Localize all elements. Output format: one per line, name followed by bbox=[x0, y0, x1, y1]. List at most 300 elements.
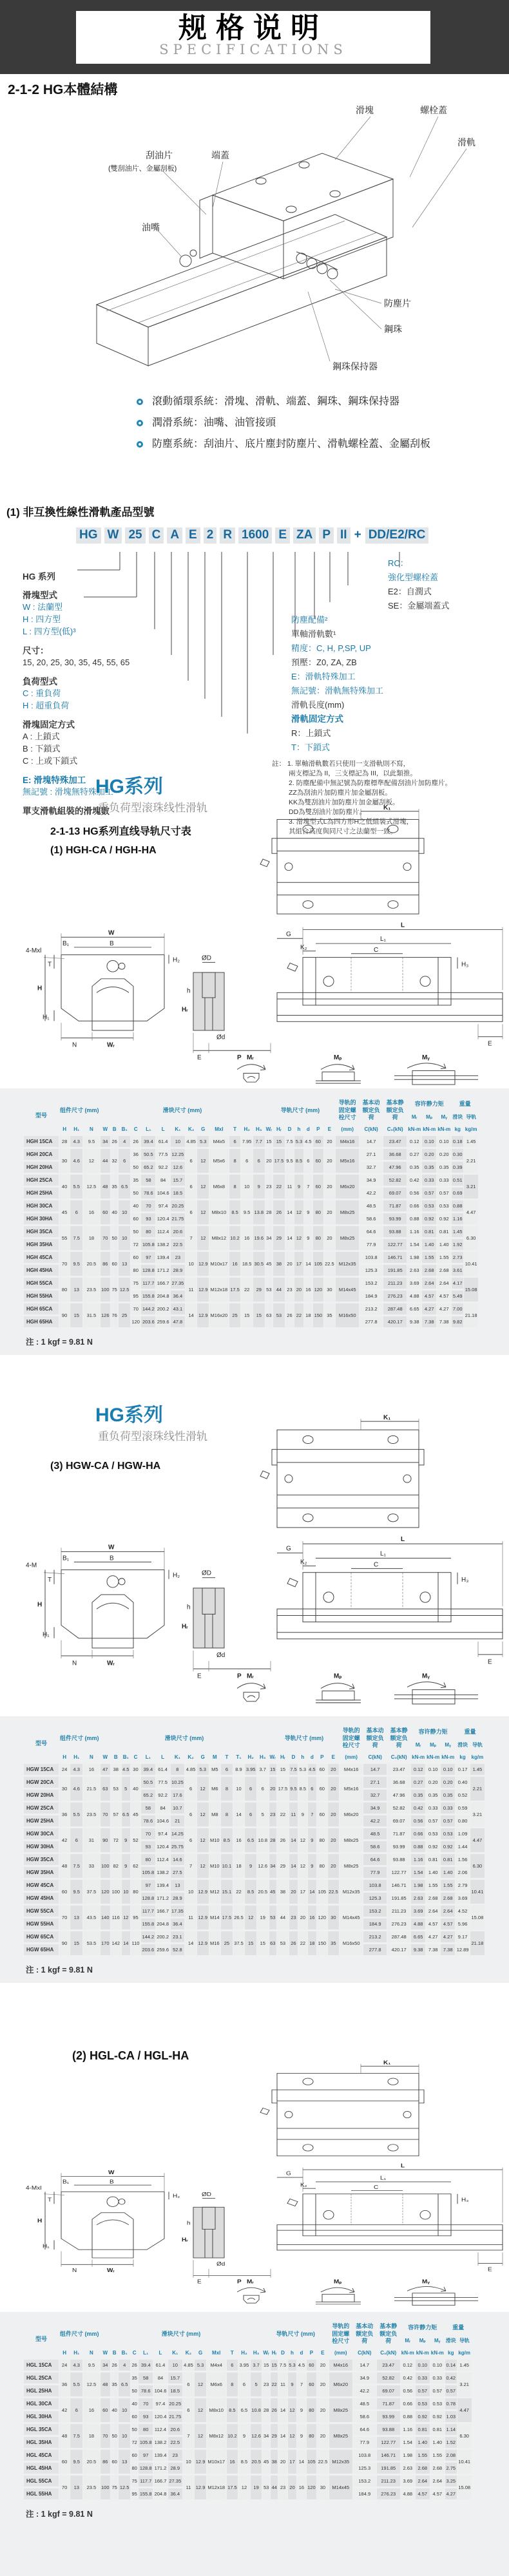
value-cell: 9.5 bbox=[285, 1149, 294, 1173]
dim-label: H₁ bbox=[43, 1014, 50, 1021]
value-cell: 213.2 bbox=[363, 1931, 387, 1942]
value-cell: 86 bbox=[101, 2450, 111, 2474]
value-cell: 14 bbox=[308, 1880, 316, 1904]
value-cell: 3.7 bbox=[251, 2360, 262, 2371]
column-group-header: 基本动额定负荷 bbox=[362, 1099, 380, 1121]
value-cell: 22 bbox=[241, 1278, 253, 1302]
value-cell: 40 bbox=[111, 2398, 118, 2422]
value-cell: 72 bbox=[131, 1239, 141, 1250]
value-cell: 12.9 bbox=[197, 1931, 209, 1955]
value-cell: 27.5 bbox=[171, 1867, 185, 1878]
column-group-header: 重量 bbox=[464, 1728, 476, 1735]
value-cell: 53.5 bbox=[83, 1931, 99, 1955]
value-cell: 12 bbox=[122, 1906, 130, 1929]
value-cell: 7.38 bbox=[422, 1316, 436, 1327]
value-cell: 48 bbox=[59, 2424, 70, 2448]
value-cell: 1.98 bbox=[401, 2450, 415, 2461]
value-cell: 0.57 bbox=[422, 1188, 436, 1198]
value-cell: 48.5 bbox=[360, 1200, 383, 1211]
value-cell: 80 bbox=[141, 1854, 155, 1865]
value-cell: 21.18 bbox=[464, 1303, 478, 1327]
ring-bullet-icon bbox=[137, 399, 143, 405]
value-cell: 61.4 bbox=[156, 1136, 170, 1147]
value-cell: 4.5 bbox=[297, 2360, 305, 2371]
value-cell: 40 bbox=[131, 2398, 138, 2409]
value-cell: 4.88 bbox=[411, 1918, 425, 1929]
value-cell: 23.5 bbox=[83, 1278, 99, 1302]
value-cell: 0.12 bbox=[411, 1764, 425, 1775]
value-cell: 9 bbox=[294, 1175, 303, 1198]
value-cell: 38 bbox=[271, 2450, 278, 2474]
page-header bbox=[0, 0, 509, 74]
value-cell: 14.7 bbox=[360, 1136, 383, 1147]
column-sub-header: Mᵣ bbox=[411, 1114, 418, 1121]
value-cell: 29 bbox=[277, 1854, 289, 1878]
legend-line: 強化型螺栓蓋 bbox=[388, 573, 439, 582]
model-cell: HGH 30HA bbox=[24, 1213, 59, 1224]
value-cell: 97.4 bbox=[153, 2398, 168, 2409]
value-cell: 0.81 bbox=[430, 2424, 445, 2435]
value-cell: 27.35 bbox=[171, 1278, 185, 1289]
value-cell: 211.23 bbox=[383, 1278, 407, 1289]
value-cell: 126 bbox=[101, 1303, 111, 1327]
value-cell: 0.88 bbox=[401, 2411, 415, 2422]
value-cell: 1.16 bbox=[411, 1854, 425, 1865]
column-header: B bbox=[112, 1126, 117, 1133]
value-cell: 7 bbox=[308, 1803, 316, 1826]
value-cell: 420.17 bbox=[387, 1944, 410, 1955]
value-cell: M14x45 bbox=[340, 1906, 363, 1929]
column-header: kg/m bbox=[465, 1126, 477, 1133]
note-line: 兩支標記為 II，三支標記為 III，以此類推。 bbox=[289, 770, 417, 777]
value-cell: 9 bbox=[238, 2424, 250, 2448]
value-cell: 28.9 bbox=[171, 1265, 185, 1276]
value-cell: 60 bbox=[59, 2450, 70, 2474]
value-cell: 6 bbox=[241, 1149, 253, 1173]
value-cell: 30.5 bbox=[253, 1252, 265, 1276]
column-sub-header: Mᵧ bbox=[434, 2338, 441, 2344]
system-list bbox=[137, 391, 430, 455]
value-cell: M6x8 bbox=[209, 1175, 229, 1198]
value-cell: 12 bbox=[197, 1828, 209, 1852]
value-cell: 70 bbox=[59, 2476, 70, 2499]
assembly-diagram bbox=[0, 99, 509, 388]
column-sub-header: Mᵣ bbox=[415, 1742, 421, 1748]
value-cell: 48.5 bbox=[353, 2398, 376, 2409]
value-cell: 5.3 bbox=[197, 1136, 209, 1147]
value-cell: 47.96 bbox=[383, 1162, 407, 1173]
value-cell: 12 bbox=[197, 1149, 209, 1173]
value-cell: M8x25 bbox=[336, 1200, 359, 1224]
label-rail: 滑軌 bbox=[457, 137, 475, 147]
column-header: G bbox=[198, 2350, 203, 2356]
value-cell: 10 bbox=[233, 1777, 245, 1801]
value-cell: 0.12 bbox=[401, 2360, 415, 2371]
dimension-drawing bbox=[0, 1414, 509, 1707]
value-cell: 16 bbox=[297, 2476, 305, 2499]
value-cell: M4x16 bbox=[329, 2360, 352, 2371]
value-cell: 6 bbox=[183, 2372, 195, 2396]
column-group-header: 滑块尺寸 (mm) bbox=[162, 1106, 202, 1113]
value-cell: 105 bbox=[313, 1252, 323, 1276]
model-cell: HGH 45CA bbox=[24, 1252, 59, 1263]
value-cell: 6 bbox=[257, 1777, 269, 1801]
value-cell: 139.4 bbox=[153, 2450, 168, 2461]
value-cell: 70 bbox=[101, 1803, 111, 1826]
value-cell: 0.42 bbox=[411, 1803, 425, 1814]
value-cell: M14x45 bbox=[336, 1278, 359, 1302]
value-cell: 12.89 bbox=[456, 1944, 470, 1955]
value-cell: 116 bbox=[111, 1906, 121, 1929]
value-cell: 12.9 bbox=[195, 2450, 206, 2474]
value-cell: 43.1 bbox=[171, 1303, 185, 1314]
value-cell: 14 bbox=[185, 1931, 197, 1955]
value-cell: 20.6 bbox=[171, 1226, 185, 1237]
column-header: N bbox=[90, 2350, 93, 2356]
value-cell: 60 bbox=[317, 1803, 327, 1826]
value-cell: 12 bbox=[197, 1200, 209, 1224]
model-cell: HGW 25HA bbox=[24, 1815, 59, 1826]
value-cell: 2.64 bbox=[422, 1278, 436, 1289]
value-cell: 1.40 bbox=[416, 2437, 430, 2448]
dim-label: G bbox=[286, 1545, 291, 1553]
value-cell: M8x25 bbox=[340, 1828, 363, 1852]
value-cell: 6.5 bbox=[119, 2372, 130, 2396]
value-cell: 4.57 bbox=[430, 2488, 445, 2499]
table-caption: (2) HGL-CA / HGL-HA bbox=[72, 2049, 189, 2062]
model-cell: HGL 30HA bbox=[24, 2411, 59, 2422]
value-cell: 70 bbox=[141, 1828, 155, 1839]
value-cell: 12 bbox=[197, 1226, 209, 1250]
value-cell: 287.48 bbox=[383, 1303, 407, 1314]
value-cell: 43.5 bbox=[83, 1906, 99, 1929]
column-header: kN-m bbox=[401, 2350, 414, 2356]
value-cell: 28 bbox=[59, 1136, 70, 1147]
value-cell: 21.5 bbox=[83, 1777, 99, 1801]
value-cell: 90 bbox=[101, 1828, 111, 1852]
dim-label: H bbox=[37, 2217, 43, 2224]
value-cell: 184.9 bbox=[363, 1918, 387, 1929]
value-cell: M8x25 bbox=[340, 1854, 363, 1878]
value-cell: 21 bbox=[171, 1815, 185, 1826]
column-sub-header: 滑块 bbox=[452, 1114, 463, 1121]
dim-label: Ød bbox=[216, 1034, 226, 1041]
value-cell: 103.8 bbox=[363, 1880, 387, 1891]
value-cell: 10.7 bbox=[171, 1803, 185, 1814]
column-header: Wᵣ bbox=[263, 2350, 269, 2356]
value-cell: 120 bbox=[101, 1880, 111, 1904]
value-cell: 80 bbox=[131, 1265, 141, 1276]
value-cell: 0.57 bbox=[441, 1815, 455, 1826]
value-cell: 1.54 bbox=[407, 1239, 421, 1250]
value-cell: 2.63 bbox=[401, 2463, 415, 2474]
value-cell: 35 bbox=[324, 1303, 336, 1327]
value-cell: 6 bbox=[308, 1777, 316, 1801]
value-cell: 0.66 bbox=[407, 1200, 421, 1211]
value-cell: 18.5 bbox=[241, 1252, 253, 1276]
value-cell: M16x20 bbox=[209, 1303, 229, 1327]
dim-label: W bbox=[108, 1544, 115, 1551]
value-cell: M12x35 bbox=[329, 2450, 352, 2474]
legend-heading: 滑塊型式 bbox=[23, 591, 57, 600]
value-cell: 213.2 bbox=[360, 1303, 383, 1314]
value-cell: 0.39 bbox=[452, 1162, 463, 1173]
value-cell: 277.8 bbox=[363, 1944, 387, 1955]
dim-label: H₃ bbox=[461, 2197, 469, 2203]
series-subtitle: 重负荷型滚珠线性滑轨 bbox=[98, 1430, 207, 1443]
table-row bbox=[24, 1226, 478, 1237]
value-cell: 13 bbox=[70, 2476, 82, 2499]
value-cell: 52.82 bbox=[377, 2372, 400, 2383]
dim-label: G bbox=[286, 2170, 291, 2177]
value-cell: 5.3 bbox=[195, 2360, 206, 2371]
model-cell: HGW 15CA bbox=[24, 1764, 59, 1775]
value-cell: 4.47 bbox=[470, 1828, 485, 1852]
value-cell: 191.85 bbox=[387, 1893, 410, 1904]
value-cell: 10 bbox=[168, 2360, 182, 2371]
spec-table bbox=[23, 1096, 479, 1329]
value-cell: 120.4 bbox=[156, 1841, 170, 1852]
value-cell: 0.10 bbox=[437, 1136, 451, 1147]
value-cell: 77.9 bbox=[360, 1239, 383, 1250]
value-cell: 12.5 bbox=[83, 2372, 99, 2396]
column-group-header: 滑块尺寸 (mm) bbox=[164, 1734, 204, 1741]
column-sub-header: Mₚ bbox=[430, 1742, 437, 1748]
value-cell: 155.8 bbox=[141, 1918, 155, 1929]
model-cell: HGL 30CA bbox=[24, 2398, 59, 2409]
value-cell: 22 bbox=[298, 1931, 307, 1955]
value-cell: 4.57 bbox=[441, 1918, 455, 1929]
value-cell: 21.75 bbox=[168, 2411, 182, 2422]
value-cell: 38 bbox=[111, 1764, 121, 1775]
column-group-header: 导轨的固定螺栓尺寸 bbox=[338, 1099, 356, 1121]
value-cell: 150 bbox=[317, 1931, 327, 1955]
dim-label: K₂ bbox=[300, 2182, 307, 2188]
column-header: H₂ bbox=[244, 1126, 250, 1133]
value-cell: 40 bbox=[59, 1175, 70, 1198]
value-cell: 14 bbox=[304, 1252, 312, 1276]
value-cell: 117.7 bbox=[141, 1906, 155, 1917]
column-header: kg/m bbox=[471, 1754, 484, 1761]
value-cell: 15 bbox=[269, 1764, 277, 1775]
value-cell: 203.6 bbox=[141, 1316, 155, 1327]
value-cell: 0.33 bbox=[426, 1803, 440, 1814]
value-cell: 277.8 bbox=[360, 1316, 383, 1327]
column-header: T₁ bbox=[236, 1754, 242, 1761]
note-line: KK為雙刮油片加防塵片加金屬刮板。 bbox=[289, 799, 399, 806]
value-cell: 8.5 bbox=[298, 1777, 307, 1801]
value-cell: 23 bbox=[278, 2476, 287, 2499]
value-cell: 36.68 bbox=[383, 1149, 407, 1160]
value-cell: M8x25 bbox=[336, 1226, 359, 1250]
value-cell: 6.30 bbox=[470, 1854, 485, 1878]
value-cell: 8.5 bbox=[227, 2398, 238, 2422]
value-cell: 200.2 bbox=[156, 1303, 170, 1314]
value-cell: 1.55 bbox=[437, 1252, 451, 1263]
table-row bbox=[24, 1880, 485, 1891]
value-cell: 36.4 bbox=[171, 1291, 185, 1302]
value-cell: 4.5 bbox=[304, 1136, 312, 1147]
value-cell: 17.35 bbox=[171, 1906, 185, 1917]
value-cell: 5 bbox=[251, 2372, 262, 2396]
value-cell: 2.68 bbox=[426, 1893, 440, 1904]
column-header: d bbox=[300, 2350, 303, 2356]
value-cell: 35 bbox=[328, 1931, 340, 1955]
value-cell: 97 bbox=[141, 1880, 155, 1891]
value-cell: 112.4 bbox=[153, 2424, 168, 2435]
value-cell: 80 bbox=[131, 2463, 138, 2474]
column-header: H₁ bbox=[73, 2350, 80, 2356]
value-cell: 4.3 bbox=[70, 2360, 82, 2371]
value-cell: 8 bbox=[227, 2372, 238, 2396]
value-cell: 53 bbox=[269, 1906, 277, 1929]
dim-label: L₁ bbox=[380, 2175, 386, 2181]
value-cell: M8x12 bbox=[209, 1226, 229, 1250]
column-header: N bbox=[90, 1754, 93, 1761]
value-cell: 105.8 bbox=[139, 2437, 153, 2448]
value-cell: 117.7 bbox=[139, 2476, 153, 2486]
value-cell: 1.98 bbox=[411, 1880, 425, 1891]
value-cell: 6 bbox=[253, 1149, 265, 1173]
value-cell: 20.5 bbox=[257, 1880, 269, 1904]
value-cell: 6.65 bbox=[411, 1931, 425, 1942]
system-item-text: 防塵系統：刮油片、底片塵封防塵片、滑軌螺栓蓋、金屬刮板 bbox=[152, 439, 431, 450]
value-cell: 34 bbox=[101, 2360, 111, 2371]
value-cell: 20 bbox=[288, 2476, 296, 2499]
value-cell: 0.10 bbox=[416, 2360, 430, 2371]
value-cell: 62 bbox=[131, 1854, 140, 1878]
value-cell: M4x5 bbox=[209, 1136, 229, 1147]
value-cell: 153.2 bbox=[360, 1278, 383, 1289]
value-cell: 17.5 bbox=[221, 1906, 233, 1929]
value-cell: M16x50 bbox=[336, 1303, 359, 1327]
value-cell: 16 bbox=[233, 1828, 245, 1852]
value-cell: 0.18 bbox=[452, 1136, 463, 1147]
value-cell: 70 bbox=[139, 2398, 153, 2409]
title-box bbox=[76, 11, 430, 64]
value-cell: 26 bbox=[277, 1828, 289, 1852]
value-cell: 23 bbox=[289, 1906, 298, 1929]
legend-line: H : 超重負荷 bbox=[23, 701, 70, 710]
value-cell: 6 bbox=[186, 1149, 197, 1173]
value-cell: 11 bbox=[186, 1278, 197, 1302]
value-cell: 9.5 bbox=[70, 2450, 82, 2474]
value-cell: 0.35 bbox=[422, 1162, 436, 1173]
value-cell: 9 bbox=[298, 1803, 307, 1826]
value-cell: 105.8 bbox=[141, 1239, 155, 1250]
dim-label: H₁ bbox=[43, 2243, 50, 2249]
value-cell: 15.7 bbox=[171, 1175, 185, 1186]
value-cell: 26 bbox=[131, 1136, 141, 1147]
column-group-header: 滑块尺寸 (mm) bbox=[161, 2330, 201, 2337]
value-cell: 120.4 bbox=[153, 2411, 168, 2422]
cross-section-view bbox=[26, 2170, 180, 2273]
value-cell: 6 bbox=[185, 1803, 197, 1826]
column-sub-header: Mᵧ bbox=[441, 1114, 448, 1121]
value-cell: 1.16 bbox=[407, 1226, 421, 1237]
value-cell: 15.08 bbox=[464, 1278, 478, 1302]
dim-label: B₁ bbox=[62, 940, 70, 947]
value-cell: 93 bbox=[141, 1213, 155, 1224]
dim-label: N bbox=[72, 2267, 77, 2274]
column-header: Hᵣ bbox=[280, 1754, 285, 1761]
table-row bbox=[24, 1803, 485, 1814]
value-cell: 65.2 bbox=[141, 1162, 155, 1173]
value-cell: 125.3 bbox=[363, 1893, 387, 1904]
value-cell: 146.71 bbox=[387, 1880, 410, 1891]
column-header: W bbox=[102, 1754, 108, 1761]
value-cell: 0.30 bbox=[452, 1149, 463, 1160]
value-cell: 26 bbox=[271, 2398, 278, 2422]
column-header: B bbox=[113, 1754, 118, 1761]
moment-my-label: Mᵧ bbox=[421, 1054, 430, 1061]
dimension-drawing bbox=[0, 804, 509, 1087]
value-cell: 76 bbox=[111, 1303, 118, 1327]
column-header: M bbox=[212, 1754, 217, 1761]
value-cell: 16 bbox=[229, 1252, 241, 1276]
dim-label: C bbox=[374, 2184, 379, 2190]
value-cell: 10 bbox=[241, 1175, 253, 1198]
value-cell: 30 bbox=[59, 1777, 70, 1801]
value-cell: 276.23 bbox=[387, 1918, 410, 1929]
value-cell: 24 bbox=[59, 1764, 70, 1775]
value-cell: 4.52 bbox=[456, 1906, 470, 1917]
value-cell: 55 bbox=[59, 1226, 70, 1250]
value-cell: 9.5 bbox=[83, 2360, 99, 2371]
value-cell: 32.7 bbox=[360, 1162, 383, 1173]
value-cell: 7.38 bbox=[441, 1944, 455, 1955]
value-cell: 45 bbox=[131, 1803, 140, 1826]
value-cell: 9.38 bbox=[407, 1316, 421, 1327]
value-cell: 93.99 bbox=[377, 2411, 400, 2422]
value-cell: 3.69 bbox=[411, 1906, 425, 1917]
value-cell: 93.99 bbox=[387, 1841, 410, 1852]
value-cell: 45 bbox=[262, 2450, 270, 2474]
value-cell: 4.27 bbox=[437, 1303, 451, 1314]
value-cell: 7.95 bbox=[241, 1136, 253, 1147]
value-cell: 60 bbox=[131, 1213, 141, 1224]
column-header: P bbox=[316, 1126, 320, 1133]
value-cell: 34.9 bbox=[360, 1175, 383, 1186]
value-cell: 1.45 bbox=[464, 1136, 478, 1147]
value-cell: 0.20 bbox=[441, 1777, 455, 1788]
value-cell: 70 bbox=[101, 1226, 111, 1250]
value-cell: 14 bbox=[289, 1828, 298, 1852]
value-cell: 0.33 bbox=[437, 1175, 451, 1186]
value-cell: 0.12 bbox=[407, 1136, 421, 1147]
value-cell: 3.95 bbox=[238, 2360, 250, 2371]
label-ball: 鋼珠 bbox=[384, 324, 402, 334]
column-header: W bbox=[102, 2350, 108, 2356]
dim-label: E bbox=[197, 2278, 202, 2285]
value-cell: 4.85 bbox=[186, 1136, 197, 1147]
value-cell: 69.07 bbox=[383, 1188, 407, 1198]
column-header: T bbox=[225, 1754, 229, 1761]
cross-section-view bbox=[26, 929, 180, 1048]
value-cell: 4.85 bbox=[185, 1764, 197, 1775]
dim-label: H bbox=[37, 985, 43, 992]
value-cell: 37.5 bbox=[83, 1880, 99, 1904]
value-cell: 14 bbox=[278, 2398, 287, 2422]
value-cell: 18.5 bbox=[168, 2385, 182, 2396]
model-cell: HGL 35CA bbox=[24, 2424, 59, 2435]
value-cell: 58.6 bbox=[363, 1841, 387, 1852]
value-cell: 53 bbox=[265, 1278, 273, 1302]
column-header: C₀(kN) bbox=[390, 1754, 407, 1761]
value-cell: 70 bbox=[101, 2424, 111, 2448]
legend-line: 精度：C, H, P,SP, UP bbox=[291, 643, 371, 653]
value-cell: 80 bbox=[317, 1854, 327, 1878]
